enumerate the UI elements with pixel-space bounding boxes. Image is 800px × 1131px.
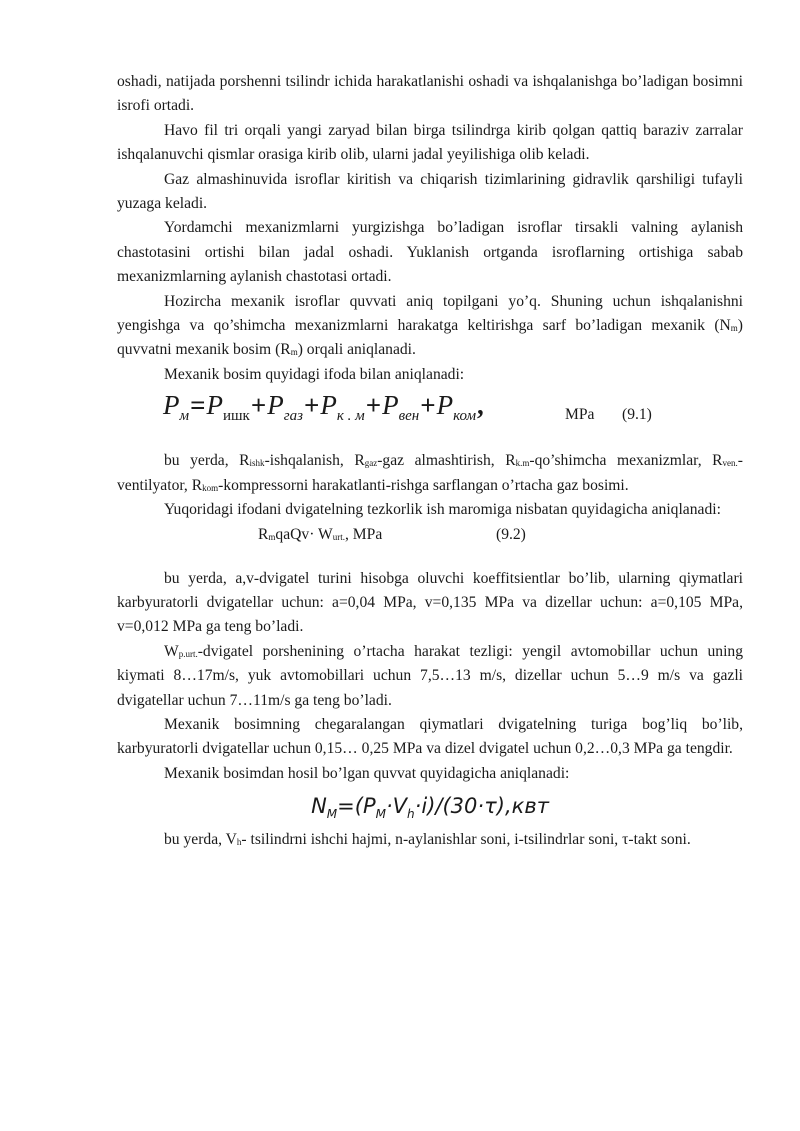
paragraph-1: oshadi, natijada porshenni tsilindr ichida harakatlanishi oshadi va ishqalanishga bo’ladigan bosimni isrofi ortadi. (117, 73, 743, 115)
formula-9-1-unit: MPa (565, 406, 595, 424)
spacer (117, 549, 743, 567)
paragraph-12: Mexanik bosimdan hosil bo’lgan quvvat quyidagicha aniqlanadi: (164, 764, 570, 782)
paragraph-8: Yuqoridagi ifodani dvigatelning tezkorlik ish maromiga nisbatan quyidagicha aniqlanadi: (164, 501, 721, 519)
paragraph-5: Hozircha mexanik isroflar quvvati aniq topilgani yo’q. Shuning uchun ishqalanishni yengishga va qo’shimcha mexanizmlarni harakatga keltirishga sarf bo’ladigan mexanik $(N_m)$ quvvatni mexanik bosim $(R_m)$ orqali aniqlanadi. (117, 292, 743, 359)
paragraph-11: Mexanik bosimning chegaralangan qiymatlari dvigatelning turiga bog’liq bo’lib, karbyuratorli dvigatellar uchun 0,15… 0,25 MPa va dizel dvigatel uchun 0,2…0,3 MPa ga tengdir. (117, 715, 743, 758)
document-page (117, 70, 743, 853)
formula-9-1-number: (9.1) (622, 406, 652, 424)
paragraph-13: bu yerda, $V_h-$ tsilindrni ishchi hajmi, n-aylanishlar soni, i-tsilindrlar soni, τ-takt soni. (164, 831, 691, 849)
paragraph-10: $W_{p.urt.}$-dvigatel porshenining o’rtacha harakat tezligi: yengil avtomobillar uchun uning kiymati 8…17m/s, yuk avtomobillari uchun 7,5…13 m/s, dizellar uchun 5…9 m/s va gazli dvigatellar uchun 7…11m/s ga teng bo’ladi. (117, 642, 743, 709)
paragraph-9: bu yerda, a,v-dvigatel turini hisobga oluvchi koeffitsientlar bo’lib, ularning qiymatlari karbyuratorli dvigatellar uchun: a=0,04 MPa, v=0,135 MPa va dizellar uchun: a=0,105 MPa, v=0,012 MPa ga teng bo’ladi. (117, 569, 743, 636)
paragraph-6: Mexanik bosim quyidagi ifoda bilan aniqlanadi: (164, 365, 465, 383)
paragraph-2: Havo fil tri orqali yangi zaryad bilan birga tsilindrga kirib qolgan qattiq baraziv zarralar ishqalanuvchi qismlar orasiga kirib olib, ularni jadal yeyilishiga olib keladi. (117, 121, 743, 164)
spacer (117, 431, 743, 449)
paragraph-3: Gaz almashinuvida isroflar kiritish va chiqarish tizimlarining gidravlik qarshiligi tufayli yuzaga keladi. (117, 170, 743, 213)
formula-9-1-expression: $P_м=P_{ишк}+P_{газ}+P_{к . м}+P_{вен}+P_{ком}$, (163, 390, 484, 425)
formula-9-2-number: (9.2) (496, 525, 526, 543)
formula-power: $N_M=(P_M\cdot V_h\cdot i)/(30\cdot\tau),квт$ (311, 794, 549, 822)
paragraph-7: bu yerda, $R_{ishk}$-ishqalanish, $R_{gaz}$-gaz almashtirish, $R_{k.m}-qo’shimcha$ mexanizmlar, $R_{ven.}$-ventilyator, $R_{kom}$-kompressorni harakatlanti-rishga sarflangan o’rtacha gaz bosimi. (117, 452, 743, 494)
paragraph-4: Yordamchi mexanizmlarni yurgizishga bo’ladigan isroflar tirsakli valning aylanish chastotasini ortishi bilan jadal oshadi. Yuklanish ortganda isroflarning ortishiga sabab mexanizmlarning aylanish chastotasi ortadi. (117, 219, 743, 286)
formula-9-2 (117, 523, 743, 549)
formula-9-2-expression: $R_mqaQv\cdot W_{urt.}$, MPa (258, 525, 383, 543)
formula-9-1 (117, 387, 743, 431)
